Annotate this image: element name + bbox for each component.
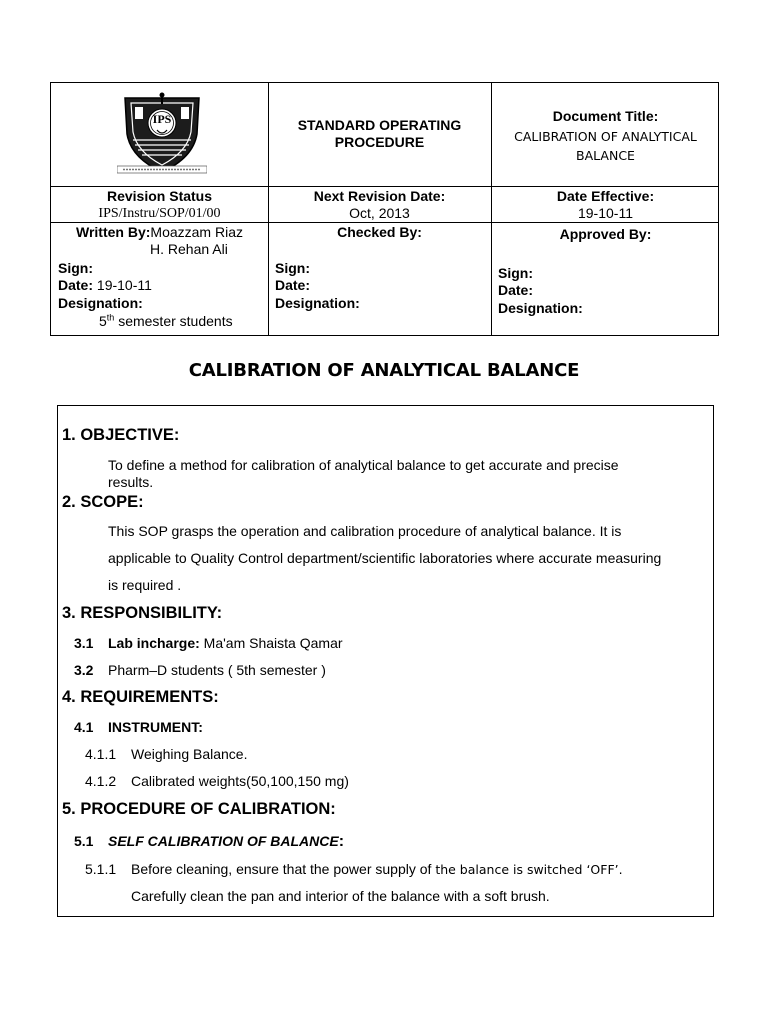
scope-heading: 2. SCOPE: xyxy=(62,493,144,511)
next-revision-value: Oct, 2013 xyxy=(349,205,410,221)
table-divider xyxy=(51,186,718,187)
requirement-value: Weighing Balance. xyxy=(131,746,248,762)
lab-incharge-label: Lab incharge: xyxy=(108,635,200,651)
written-designation-value xyxy=(99,313,233,330)
objective-text-line1: To define a method for calibration of analytical balance to get accurate and precise xyxy=(108,457,619,473)
written-by-name1: Moazzam Riaz xyxy=(150,224,243,240)
document-title-cell xyxy=(491,108,720,165)
next-revision-cell xyxy=(268,188,491,222)
requirement-value: Calibrated weights(50,100,150 mg) xyxy=(131,773,349,789)
date-effective-cell xyxy=(491,188,720,222)
procedure-step-text-b: the balance is switched ‘OFF’. xyxy=(435,862,623,877)
instrument-subheading xyxy=(74,719,203,735)
procedure-step-num: 5.1.1 xyxy=(85,861,117,877)
designation-sup: th xyxy=(106,312,115,323)
logo-cell xyxy=(51,83,268,186)
written-designation-label: Designation: xyxy=(58,295,143,311)
written-by-label: Written By: xyxy=(75,224,151,240)
document-title-line1: CALIBRATION OF ANALYTICAL xyxy=(514,129,697,144)
requirement-item xyxy=(85,746,247,762)
instrument-label: INSTRUMENT: xyxy=(108,719,203,735)
checked-sign-label: Sign: xyxy=(275,260,310,276)
sop-type-title xyxy=(268,117,491,151)
written-sign-label: Sign: xyxy=(58,260,93,276)
sop-content-box xyxy=(57,405,714,917)
scope-text-line1: This SOP grasps the operation and calibration procedure of analytical balance. It is xyxy=(108,523,622,539)
procedure-step xyxy=(85,861,623,877)
revision-status-value: IPS/Instru/SOP/01/00 xyxy=(98,206,221,221)
date-effective-value: 19-10-11 xyxy=(577,205,633,221)
written-date-value: 19-10-11 xyxy=(96,277,152,293)
responsibility-item xyxy=(74,662,326,678)
requirement-num: 4.1.2 xyxy=(85,773,117,789)
table-divider xyxy=(51,222,718,223)
requirement-item xyxy=(85,773,349,789)
responsibility-item xyxy=(74,635,343,651)
lab-incharge-value: Ma'am Shaista Qamar xyxy=(199,635,343,651)
written-date-label: Date: xyxy=(58,277,94,293)
sop-header-table xyxy=(50,82,719,336)
written-date-row xyxy=(51,277,152,294)
ips-logo-icon xyxy=(117,92,207,176)
date-effective-label: Date Effective: xyxy=(556,188,655,204)
sop-type-line1: STANDARD OPERATING xyxy=(297,117,462,133)
procedure-step-line2: Carefully clean the pan and interior of the balance with a soft brush. xyxy=(131,888,550,904)
procedure-step-text-a: Before cleaning, ensure that the power supply of xyxy=(131,861,436,877)
responsibility-value: Pharm–D students ( 5th semester ) xyxy=(108,662,326,678)
written-by-name2: H. Rehan Ali xyxy=(150,241,228,257)
designation-number: 5 xyxy=(99,313,107,329)
checked-designation-label: Designation: xyxy=(275,295,360,311)
designation-rest: semester students xyxy=(114,313,233,329)
page-title: CALIBRATION OF ANALYTICAL BALANCE xyxy=(188,360,580,381)
approved-by-label: Approved By: xyxy=(559,226,652,242)
checked-date-label: Date: xyxy=(275,277,311,293)
next-revision-label: Next Revision Date: xyxy=(313,188,446,204)
approved-sign-label: Sign: xyxy=(498,265,533,281)
revision-status-label: Revision Status xyxy=(106,188,213,204)
procedure-heading: 5. PROCEDURE OF CALIBRATION: xyxy=(62,800,336,818)
approved-designation-label: Designation: xyxy=(498,300,583,316)
sop-type-line2: PROCEDURE xyxy=(334,134,425,150)
checked-by-label: Checked By: xyxy=(337,224,422,240)
self-calibration-subheading xyxy=(74,833,344,851)
scope-text-line3: is required . xyxy=(108,577,182,593)
requirement-num: 4.1 xyxy=(74,719,94,735)
written-by-heading xyxy=(51,224,268,241)
approved-date-label: Date: xyxy=(498,282,534,298)
responsibility-num: 3.1 xyxy=(74,635,94,651)
responsibility-num: 3.2 xyxy=(74,662,94,678)
requirements-heading: 4. REQUIREMENTS: xyxy=(62,688,219,706)
procedure-num: 5.1 xyxy=(74,833,94,849)
revision-status-cell xyxy=(51,188,268,222)
self-calibration-colon: : xyxy=(338,833,345,850)
self-calibration-label: SELF CALIBRATION OF BALANCE xyxy=(108,833,339,849)
scope-text-line2: applicable to Quality Control department/scientific laboratories where accurate measuring xyxy=(108,550,662,566)
requirement-num: 4.1.1 xyxy=(85,746,117,762)
document-title-label: Document Title: xyxy=(552,108,659,124)
responsibility-heading: 3. RESPONSIBILITY: xyxy=(62,604,223,622)
objective-heading: 1. OBJECTIVE: xyxy=(62,426,180,444)
logo-text: IPS xyxy=(152,112,172,126)
document-title-line2: BALANCE xyxy=(576,148,635,163)
objective-text-line2: results. xyxy=(108,474,154,490)
